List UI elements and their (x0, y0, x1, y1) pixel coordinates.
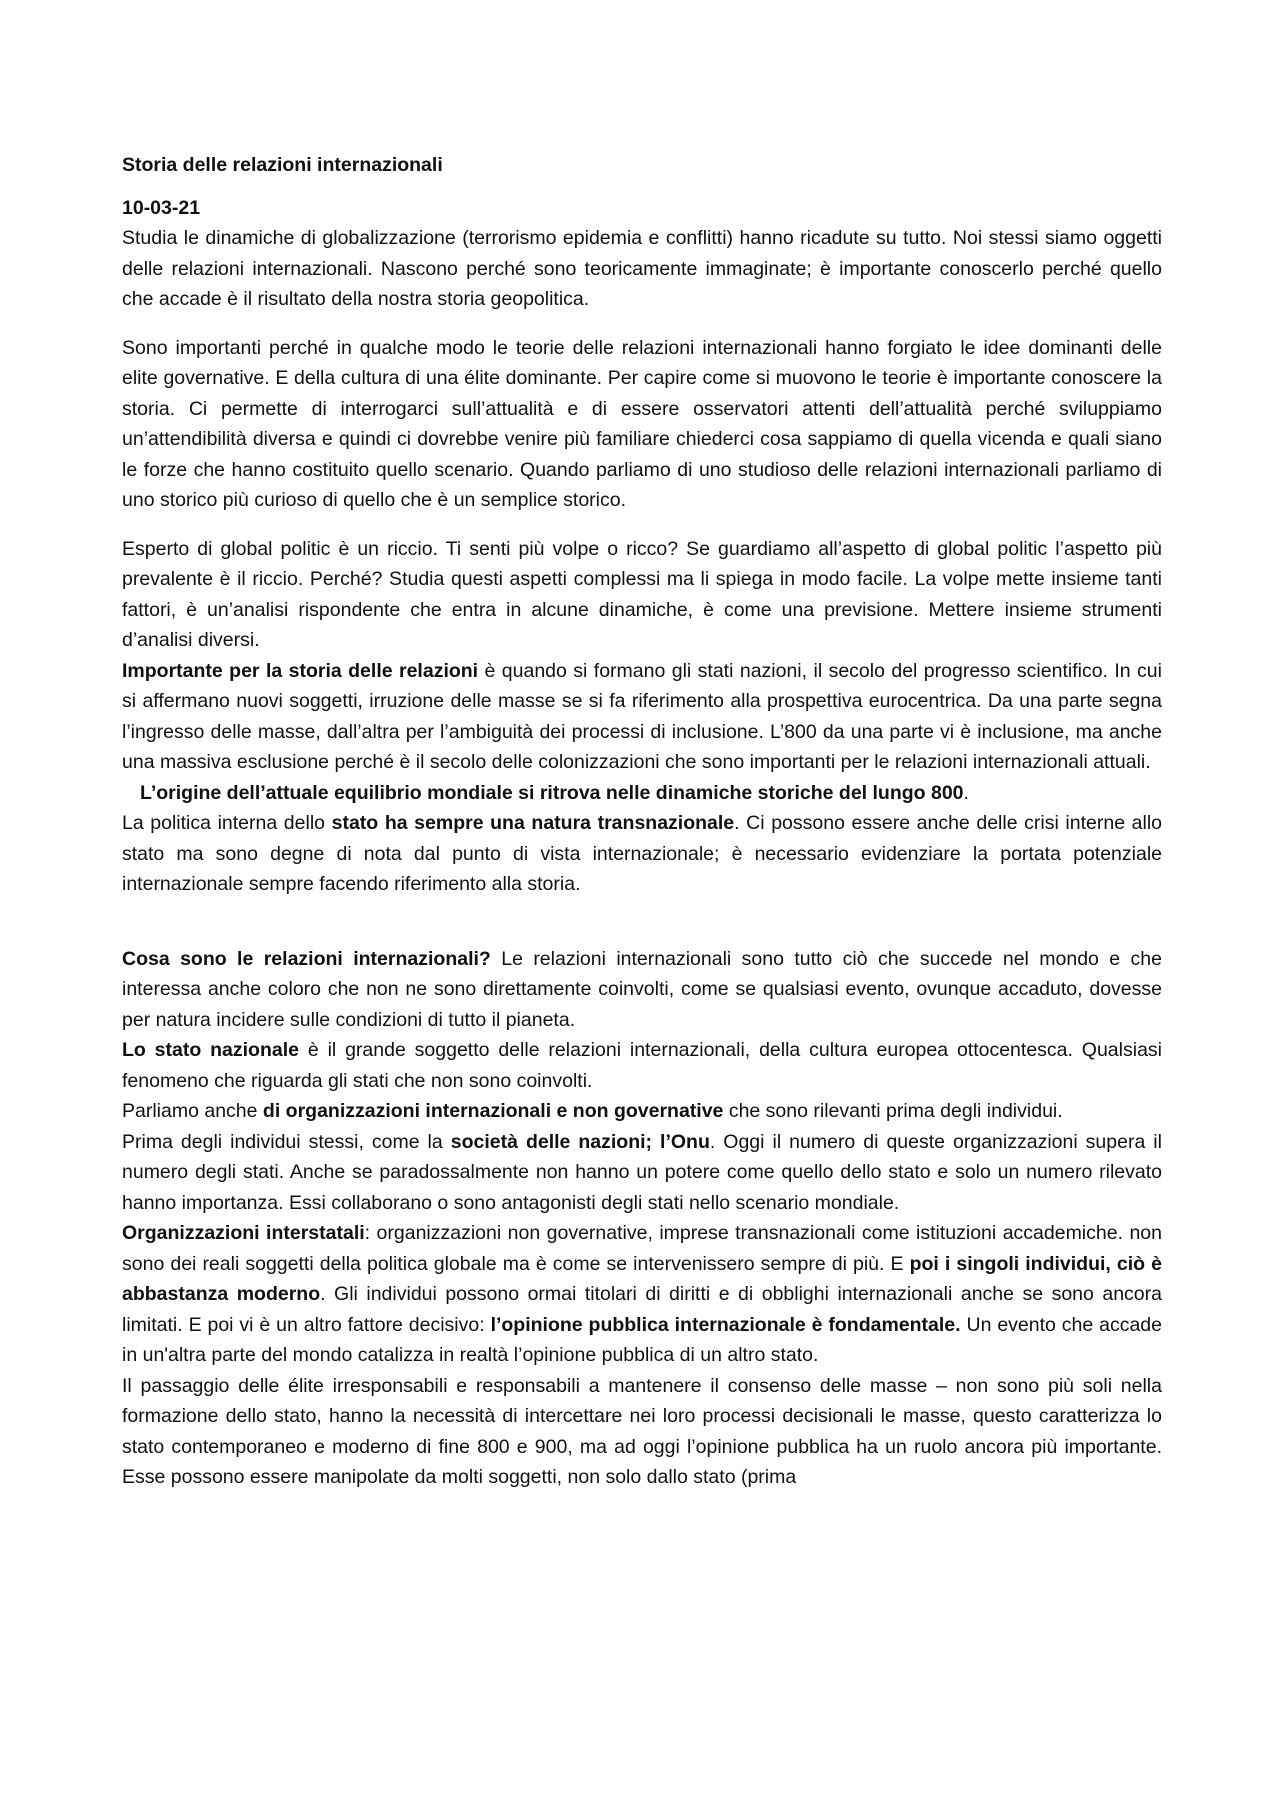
bold-phrase: Lo stato nazionale (122, 1039, 299, 1061)
paragraph-elites: Il passaggio delle élite irresponsabili e responsabili a mantenere il consenso delle masse – non sono più soli nella formazione dello stato, hanno la necessità di intercettare nei loro processi decisionali le masse, questo caratterizza lo stato contemporaneo e moderno di fine 800 e 900, ma ad oggi l’opinione pubblica ha un ruolo ancora più importante. Esse possono essere manipolate da molti soggetti, non solo dallo stato (prima (122, 1374, 1162, 1488)
paragraph-text: : organizzazioni non governative, imprese transnazionali come istituzioni accademiche. non sono dei reali soggetti della politica globale ma è come se intervenissero sempre di più. E (122, 1222, 1162, 1275)
paragraph-origin (122, 778, 1162, 809)
bold-phrase: società delle nazioni; l’Onu (450, 1130, 710, 1153)
bold-phrase: di organizzazioni internazionali e non governative (262, 1100, 724, 1122)
bold-phrase: Importante per la storia delle relazioni (122, 659, 479, 682)
bold-phrase: Cosa sono le relazioni internazionali? (122, 947, 491, 970)
paragraph-text: . (963, 781, 969, 804)
paragraph-national-state (122, 1035, 1162, 1096)
paragraph-text: . Oggi il numero di queste organizzazioni supera il numero degli stati. Anche se paradossalmente non hanno un potere come quello dello stato e solo un numero rilevato hanno importanza. Essi collaborano o sono antagonisti degli stati nello scenario mondiale. (122, 1130, 1162, 1214)
paragraph-text: . Gli individui possono ormai titolari di diritti e di obblighi internazionali anche se sono ancora limitati. E poi vi è un altro fattore decisivo: (122, 1283, 1162, 1336)
document-page (122, 150, 1162, 1493)
paragraph-text: Prima degli individui stessi, come la (122, 1130, 451, 1153)
paragraph-text: La politica interna dello (122, 812, 332, 834)
bold-phrase: L’origine dell’attuale equilibrio mondiale si ritrova nelle dinamiche storiche del lungo 800 (140, 781, 964, 804)
paragraph-intro: Studia le dinamiche di globalizzazione (terrorismo epidemia e conflitti) hanno ricadute su tutto. Noi stessi siamo oggetti delle relazioni internazionali. Nascono perché sono teoricamente immaginate; è importante conoscerlo perché quello che accade è il risultato della nostra storia geopolitica. (122, 227, 1162, 310)
paragraph-nation-states (122, 656, 1162, 778)
paragraph-league-of-nations (122, 1127, 1162, 1219)
paragraph-text: . Ci possono essere anche delle crisi interne allo stato ma sono degne di nota dal punto di vista internazionale; è necessario evidenziare la portata potenziale internazionale sempre facendo riferimento alla storia. (122, 812, 1163, 895)
paragraph-theories: Sono importanti perché in qualche modo le teorie delle relazioni internazionali hanno forgiato le idee dominanti delle elite governative. E della cultura di una élite dominante. Per capire come si muovono le teorie è importante conoscere la storia. Ci permette di interrogarci sull’attualità e di essere osservatori attenti dell’attualità perché sviluppiamo un’attendibilità diversa e quindi ci dovrebbe venire più familiare chiederci cosa sappiamo di quella vicenda e quali siano le forze che hanno costituito quello scenario. Quando parliamo di uno studioso delle relazioni internazionali parliamo di uno storico più curioso di quello che è un semplice storico. (122, 336, 1162, 511)
bold-phrase: Organizzazioni interstatali (122, 1222, 365, 1244)
paragraph-definition (122, 944, 1162, 1036)
paragraph-fox-hedgehog: Esperto di global politic è un riccio. Ti senti più volpe o ricco? Se guardiamo all’aspetto di global politic l’aspetto più prevalente è il riccio. Perché? Studia questi aspetti complessi ma li spiega in modo facile. La volpe mette insieme tanti fattori, è un’analisi rispondente che entra in alcune dinamiche, è come una previsione. Mettere insieme strumenti d’analisi diversi. (122, 537, 1162, 651)
document-title: Storia delle relazioni internazionali (122, 154, 443, 176)
paragraph-text: Le relazioni internazionali sono tutto ciò che succede nel mondo e che interessa anche coloro che non ne sono direttamente coinvolti, come se qualsiasi evento, ovunque accaduto, dovesse per natura incidere sulle condizioni di tutto il pianeta. (122, 947, 1162, 1031)
paragraph-organizations (122, 1096, 1162, 1127)
lecture-date: 10-03-21 (122, 196, 201, 219)
paragraph-text: è quando si formano gli stati nazioni, il secolo del progresso scientifico. In cui si affermano nuovi soggetti, irruzione delle masse se si fa riferimento alla prospettiva eurocentrica. Da una parte segna l’ingresso delle masse, dall’altra per l’ambiguità dei processi di inclusione. L’800 da una parte vi è inclusione, ma anche una massiva esclusione perché è il secolo delle colonizzazioni che sono importanti per le relazioni internazionali attuali. (122, 659, 1162, 773)
paragraph-interstate-organizations (122, 1218, 1162, 1371)
bold-phrase: l’opinione pubblica internazionale è fondamentale. (490, 1313, 961, 1336)
paragraph-text: che sono rilevanti prima degli individui. (723, 1100, 1063, 1122)
paragraph-internal-politics (122, 808, 1162, 900)
bold-phrase: stato ha sempre una natura transnazionale (331, 812, 735, 834)
paragraph-text: Parliamo anche (122, 1100, 263, 1122)
paragraph-text: è il grande soggetto delle relazioni internazionali, della cultura europea ottocentesca. Qualsiasi fenomeno che riguarda gli stati che non sono coinvolti. (122, 1039, 1162, 1092)
paragraph-text: Un evento che accade in un'altra parte del mondo catalizza in realtà l’opinione pubblica di un altro stato. (122, 1313, 1162, 1366)
bold-phrase: poi i singoli individui, ciò è abbastanza moderno (122, 1252, 1162, 1305)
